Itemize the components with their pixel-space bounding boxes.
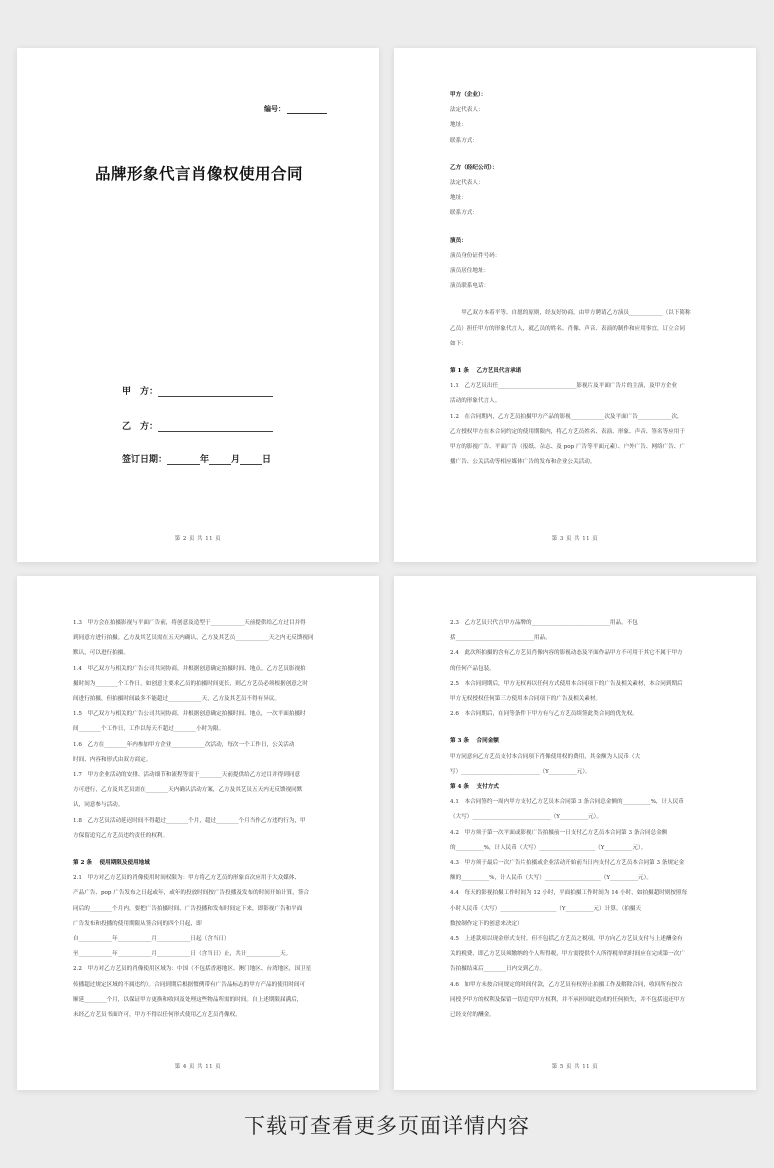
text-line: 播广告、公关活动等相应媒体广告的发布和企业公关活动。: [450, 459, 596, 466]
text-line: 甲方同意向乙方艺员支付本合同项下肖像使用权的费用，其金额为人民币（大: [450, 753, 641, 760]
text-line: 演员身份证件号码：: [450, 252, 501, 259]
year-label: 年: [200, 455, 210, 465]
page-body-text: [450, 616, 706, 1023]
month-blank: [209, 455, 231, 465]
text-line: 1.6 乙方在________年内参加甲方企业____________次活动，每次一个工作日，公关活动: [73, 741, 295, 748]
section-heading: 甲方（企业）：: [450, 92, 487, 98]
day-label: 日: [262, 455, 272, 465]
text-line: 4.5 上述款项以现金形式支付，但不包括乙方艺员之税项，甲方向乙方艺员支付与上述酬金有: [450, 936, 683, 943]
text-line: 至____________年____________月____________日（含当日）止，共计____________天。: [73, 951, 292, 958]
text-line: 未经乙方艺员书面许可，甲方不得以任何形式使用乙方艺员肖像权。: [73, 1012, 241, 1019]
section-heading: 演员：: [450, 237, 467, 244]
text-line: 4.3 甲方须于最后一次广告片拍摄或企业活动开始前当日内支付乙方艺员本合同第 3 条规定金: [450, 860, 685, 867]
section-heading: 第 3 条 合同金额: [450, 738, 499, 745]
text-line: 到同意方进行拍摄。乙方及其艺员需在五天内确认，乙方及其艺员____________天之内无反馈视同: [73, 635, 314, 642]
text-line: 同后的________个月内，要把广告拍摄时间、广告投播和发布时间定下来，即影视广告和平面: [73, 905, 303, 912]
text-line: 2.6 本合同期后，在同等条件下甲方有与乙方艺员续签此类合同的优先权。: [450, 711, 638, 718]
paragraph-gap: [450, 222, 706, 234]
text-line: 传播超过规定区域的不属违约）。合同到期后根据惯例带有广告品标志的甲方产品的使用时间可: [73, 981, 306, 988]
text-line: 1.4 甲乙双方与相关的广告公司共同协商，并根据创意确定拍摄时间、地点。乙方艺员影视拍: [73, 665, 306, 672]
contract-title: 品牌形象代言肖像权使用合同: [95, 165, 304, 183]
text-line: 2.1 甲方对乙方艺员的肖像使用时间权限为：甲方将乙方艺员的形象首次应用于大众媒体、: [73, 875, 301, 882]
text-line: 甲方的影视广告、平面广告（报纸、杂志、及 pop 广告等平面元素）、户外广告、网络广告、广: [450, 444, 686, 451]
text-line: 方可进行，乙方及其艺员需在________天内确认活动方案，乙方及其艺员五天内无反馈视同默: [73, 787, 303, 794]
text-line: 广告发布和投播的使用期限从签合同的四个月起，即: [73, 920, 202, 927]
paragraph-gap: [450, 149, 706, 161]
contract-number-label: 编号：: [264, 104, 285, 113]
text-line: 法定代表人：: [450, 180, 484, 187]
text-line: 4.4 每天的影视拍摄工作时间为 12 小时，平面拍摄工作时间为 14 小时，如拍摄超时则按照每: [450, 890, 688, 897]
download-caption: 下载可查看更多页面详情内容: [244, 1114, 530, 1138]
text-line: 的任何产品包装。: [450, 665, 495, 672]
text-line: 1.5 甲乙双方与相关的广告公司共同协商，并根据创意确定拍摄时间、地点，一次平面拍摄时: [73, 711, 306, 718]
contract-page-cover: [17, 48, 379, 562]
text-line: 地址：: [450, 195, 467, 202]
text-line: 自____________年____________月____________日起（含当日）: [73, 936, 230, 943]
text-line: 乙方授权甲方在本合同约定的使用期限内，将乙方艺员姓名、表演、形象、声音、签名等应用于: [450, 428, 685, 435]
paragraph-gap: [73, 844, 329, 856]
contract-number-blank: [287, 106, 327, 114]
section-heading: 第 4 条 支付方式: [450, 784, 499, 791]
sign-date-label: 签订日期：: [122, 455, 168, 465]
party-b-line: [158, 422, 273, 432]
text-line: 间进行拍摄，但拍摄时间最多不能超过____________天，乙方及其艺员不得有异议。: [73, 696, 280, 703]
text-line: 告拍摄结束后________日内交到乙方。: [450, 966, 546, 973]
party-a-line: [158, 387, 273, 397]
text-line: 如下：: [450, 340, 467, 347]
month-label: 月: [231, 455, 241, 465]
text-line: 额的__________%，计人民币（大写）____________________（Y__________元）。: [450, 875, 652, 882]
text-line: 数按制作定下的创意来决定）: [450, 920, 523, 927]
text-line: 的__________%，计人民币（大写）____________________（Y__________元）。: [450, 844, 647, 851]
contract-page-terms: [17, 576, 379, 1090]
page-footer: 第 4 页 共 11 页: [174, 1064, 222, 1070]
text-line: 2.2 甲方对乙方艺员的肖像使用区域为：中国（不包括香港地区、澳门地区、台湾地区，国卫星: [73, 966, 312, 973]
text-line: 1.8 乙方艺员活动延迟时间不得超过________个月，超过________个月当作乙方违约行为，甲: [73, 817, 306, 824]
text-line: 关的税费，即乙方艺员须缴纳的个人所得税，甲方需提供个人所得税单的时间应在完成第一次广: [450, 951, 685, 958]
text-line: 时间、内容和形式由双方商定。: [73, 756, 152, 763]
paragraph-gap: [450, 294, 706, 306]
text-line: 乙员）担任甲方的形象代言人，就乙员的姓名、肖像、声音、表演的制作和应用事宜，订立合同: [450, 325, 685, 332]
paragraph-gap: [450, 722, 706, 734]
text-line: 演员联系电话：: [450, 283, 490, 290]
party-b-row: [122, 419, 273, 432]
text-line: 认，同意参与活动。: [73, 802, 124, 809]
text-line: 2.3 乙方艺员只代言甲方品牌的____________________________用品，不包: [450, 620, 638, 626]
text-line: 地址：: [450, 122, 467, 129]
party-b-label: 乙 方：: [122, 422, 159, 432]
page-body-text: [73, 616, 329, 1023]
text-line: 4.6 如甲方未按合同规定的时间付款，乙方艺员有权停止拍摄工作及解除合同，收回所有按合: [450, 981, 683, 988]
page-body-text: [450, 88, 706, 470]
section-heading: 第 2 条 使用期限及使用地域: [73, 860, 150, 867]
year-blank: [167, 455, 200, 465]
text-line: 写）____________________________（Y__________元）。: [450, 768, 591, 775]
text-line: 联系方式：: [450, 137, 478, 144]
text-line: 活动的形象代言人。: [450, 398, 501, 405]
text-line: 2.5 本合同到期后，甲方无权再以任何方式使用本合同项下的广告及相关素材，本合同到期后: [450, 680, 683, 687]
text-line: 演员居住地址：: [450, 268, 490, 275]
page-footer: 第 3 页 共 11 页: [551, 536, 599, 542]
text-line: 联系方式：: [450, 210, 478, 217]
day-blank: [240, 455, 262, 465]
contract-page-payment: [394, 576, 756, 1090]
text-line: 1.1 乙方艺员出任____________________________影视片及平面广告片的主演，及甲方企业: [450, 383, 678, 390]
text-line: 1.2 在合同期内，乙方艺员拍摄甲方产品的影视____________次及平面广告____________次，: [450, 413, 683, 420]
section-heading: 第 1 条 乙方艺员代言承诺: [450, 368, 522, 375]
text-line: 间________个工作日，工作以每天不超过________小时为限。: [73, 726, 225, 733]
text-line: 1.3 甲方会在拍摄影视与平面广告前，将创意及造型于____________天前提供给乙方过目并得: [73, 620, 306, 626]
page-footer: 第 2 页 共 11 页: [174, 536, 222, 542]
text-line: 产品广告、pop 广告发布之日起或年，或年的投放时间按广告投播及发布的时间开始计算，签合: [73, 890, 310, 897]
text-line: 方保留追究乙方艺员违约责任的权利。: [73, 832, 169, 839]
sign-date-row: [122, 452, 271, 465]
text-line: 括____________________________用品。: [450, 635, 551, 642]
page-footer: 第 5 页 共 11 页: [551, 1064, 599, 1070]
text-line: 1.7 甲方企业活动的安排、活动细节和流程等需于________天前提供给乙方过目并得到同意: [73, 772, 301, 779]
text-line: （大写）____________________________（Y__________元）。: [450, 814, 602, 821]
text-line: 已经支付的酬金。: [450, 1012, 495, 1019]
text-line: 4.1 本合同签约一周内甲方支付乙方艺员本合同第 3 条合同总金额的__________%，计人民币: [450, 799, 684, 806]
text-line: 甲乙双方本着平等、自愿的原则，经友好协商，由甲方聘请乙方演员____________（以下简称: [450, 310, 691, 317]
paragraph-gap: [450, 352, 706, 364]
party-a-label: 甲 方：: [122, 387, 159, 397]
text-line: 默认，可以进行拍摄。: [73, 650, 129, 657]
text-line: 小时人民币（大写）____________________（Y__________元）计算。（拍摄天: [450, 905, 642, 912]
text-line: 法定代表人：: [450, 107, 484, 114]
text-line: 摄时间为________个工作日，如创意主要求乙员的拍摄时间更长，则乙方艺员必须根据创意之时: [73, 680, 308, 687]
section-heading: 乙方（经纪公司）：: [450, 164, 498, 171]
contract-page-parties: [394, 48, 756, 562]
text-line: 4.2 甲方须于第一次平面或影视广告拍摄前一日支付乙方艺员本合同第 3 条合同总金额: [450, 829, 668, 836]
contract-number-field: [264, 104, 327, 114]
text-line: 顺延________个月，以保证甲方更换和收回及处理这些物品所需的时间。自上述期限届满后，: [73, 996, 303, 1003]
text-line: 同授予甲方的权利及保留一切追究甲方权利，并不承担因此造成的任何损失，并不包括退还甲方: [450, 996, 685, 1003]
text-line: 甲方无权授权任何第三方使用本合同项下的广告及相关素材。: [450, 696, 602, 703]
text-line: 2.4 此次所拍摄的含有乙方艺员肖像内容的影视动态及平面作品甲方不可用于其它不属于甲方: [450, 650, 683, 657]
party-a-row: [122, 384, 273, 397]
